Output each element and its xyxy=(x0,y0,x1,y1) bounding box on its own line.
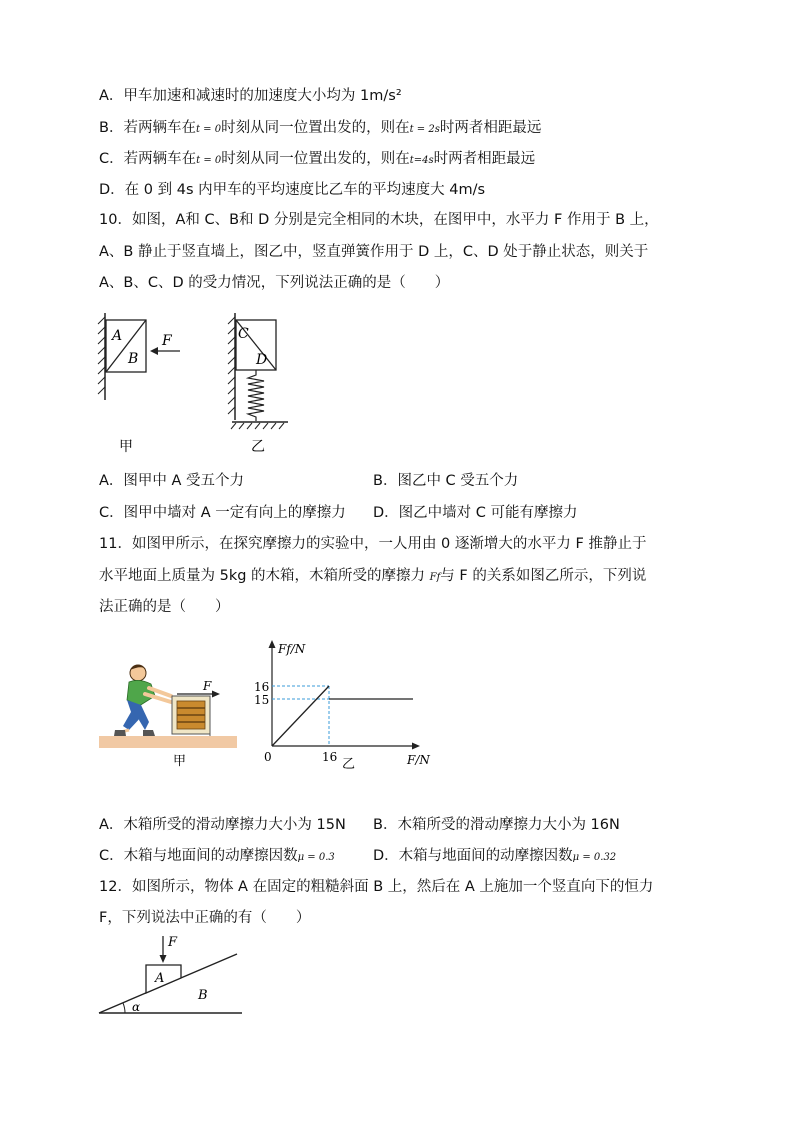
friction-curve-static xyxy=(272,686,329,746)
q10-option-c: C．图甲中墙对 A 一定有向上的摩擦力 xyxy=(99,505,346,521)
wall-jia xyxy=(98,313,105,400)
q11-option-d: D．木箱与地面间的动摩擦因数μ = 0.32 xyxy=(373,848,617,864)
q11-option-c: C．木箱与地面间的动摩擦因数μ = 0.3 xyxy=(99,848,335,864)
angle-arc xyxy=(123,1003,125,1013)
q12-figure xyxy=(95,932,255,1022)
q10-option-d: D．图乙中墙对 C 可能有摩擦力 xyxy=(373,505,578,521)
label-d: D xyxy=(256,352,268,368)
q9-option-b: B．若两辆车在t = 0时刻从同一位置出发的，则在t = 2s时两者相距最远 xyxy=(99,120,542,136)
q11-stem-line2: 水平地面上质量为 5kg 的木箱，木箱所受的摩擦力 Ff与 F 的关系如图乙所示，下列说 xyxy=(99,568,647,584)
label-alpha: α xyxy=(132,1000,141,1014)
label-b: B xyxy=(128,351,139,367)
y-tick-16: 16 xyxy=(254,680,270,694)
label-c: C xyxy=(238,326,249,342)
q11-option-b: B．木箱所受的滑动摩擦力大小为 16N xyxy=(373,817,620,833)
q10-option-a: A．图甲中 A 受五个力 xyxy=(99,473,245,489)
label-f-12: F xyxy=(168,935,178,950)
q10-stem-line3: A、B、C、D 的受力情况，下列说法正确的是（ ） xyxy=(99,275,450,291)
q10-figure xyxy=(95,305,305,465)
q12-stem-line1: 12．如图所示，物体 A 在固定的粗糙斜面 B 上，然后在 A 上施加一个竖直向下的恒力 xyxy=(99,879,654,895)
q11-stem-line1: 11．如图甲所示，在探究摩擦力的实验中，一人用由 0 逐渐增大的水平力 F 推静止于 xyxy=(99,536,647,552)
q10-stem-line1: 10．如图，A和 C、B和 D 分别是完全相同的木块，在图甲中，水平力 F 作用于 B 上， xyxy=(99,212,659,228)
q12-stem-line2: F，下列说法中正确的有（ ） xyxy=(99,910,311,926)
caption-yi-11: 乙 xyxy=(342,757,356,772)
q11-option-a: A．木箱所受的滑动摩擦力大小为 15N xyxy=(99,817,346,833)
q9-option-c: C．若两辆车在t = 0时刻从同一位置出发的，则在t=4s时两者相距最远 xyxy=(99,151,536,167)
y-tick-15: 15 xyxy=(254,693,270,707)
wall-yi xyxy=(228,313,235,420)
q11-stem-line3: 法正确的是（ ） xyxy=(99,599,230,615)
label-a-12: A xyxy=(155,971,165,986)
x-axis-label: F/N xyxy=(407,753,430,767)
caption-jia-11: 甲 xyxy=(173,754,187,769)
origin-label: 0 xyxy=(264,750,272,764)
spring xyxy=(248,370,264,421)
caption-jia: 甲 xyxy=(119,439,133,455)
caption-yi: 乙 xyxy=(251,439,265,455)
q10-stem-line2: A、B 静止于竖直墙上，图乙中，竖直弹簧作用于 D 上，C、D 处于静止状态，则关于 xyxy=(99,244,649,260)
label-b-12: B xyxy=(198,988,208,1003)
x-tick-16: 16 xyxy=(322,750,338,764)
q9-option-a: A．甲车加速和减速时的加速度大小均为 1m/s² xyxy=(99,88,402,104)
q9-option-d: D．在 0 到 4s 内甲车的平均速度比乙车的平均速度大 4m/s xyxy=(99,182,486,198)
label-f: F xyxy=(162,333,172,349)
y-axis-label: Ff/N xyxy=(278,642,306,656)
q10-option-b: B．图乙中 C 受五个力 xyxy=(373,473,519,489)
q11-figure-graph xyxy=(250,634,440,774)
push-force-label: F xyxy=(203,679,212,693)
label-a: A xyxy=(112,328,123,344)
q11-figure-push xyxy=(99,660,239,770)
ground xyxy=(99,736,237,748)
